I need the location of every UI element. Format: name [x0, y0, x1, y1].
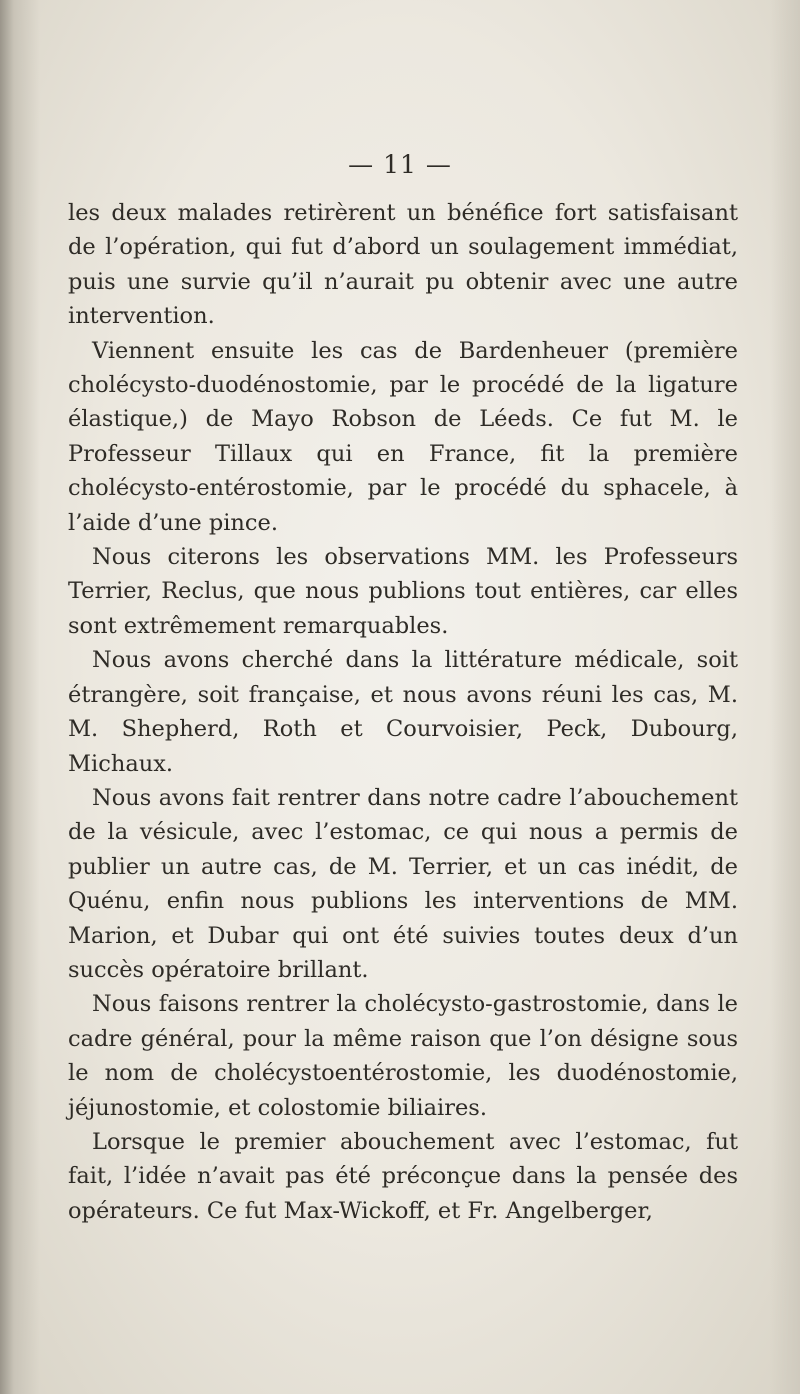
paragraph-4: Nous avons cherché dans la littérature médicale, soit étrangère, soit française, et nous avons réuni les cas, M. M. Shepherd, Roth et Courvoisier, Peck, Dubourg, Michaux. [68, 647, 738, 777]
paragraph-5: Nous avons fait rentrer dans notre cadre l’abouchement de la vésicule, avec l’estomac, ce qui nous a permis de publier un autre cas, de M. Terrier, et un cas inédit, de Quénu, enfin nous publions les interventions de MM. Marion, et Dubar qui ont été suivies toutes deux d’un succès opératoire brillant. [68, 784, 738, 983]
paragraph-7: Lorsque le premier abouchement avec l’estomac, fut fait, l’idée n’avait pas été préconçue dans la pensée des opérateurs. Ce fut Max-Wickoff, et Fr. Angelberger, [68, 1128, 738, 1224]
page-edge-shadow [770, 0, 800, 1394]
paragraph-1: les deux malades retirèrent un bénéfice fort satisfaisant de l’opération, qui fut d’abord un soulagement immédiat, puis une survie qu’il n’aurait pu obtenir avec une autre intervention. [68, 200, 738, 330]
paragraph-6: Nous faisons rentrer la cholécysto-gastrostomie, dans le cadre général, pour la même raison que l’on désigne sous le nom de cholécystoentérostomie, les duodénostomie, jéjunostomie, et colostomie biliaires. [68, 991, 738, 1121]
paragraph-2: Viennent ensuite les cas de Bardenheuer (première cholécysto-duodénostomie, par le procédé de la ligature élastique,) de Mayo Robson de Léeds. Ce fut M. le Professeur Tillaux qui en France, fit la première cholécysto-entérostomie, par le procédé du sphacele, à l’aide d’une pince. [68, 337, 738, 536]
body-text [68, 196, 738, 1228]
page-number: — 11 — [348, 150, 452, 179]
page-gutter-shadow [0, 0, 40, 1394]
paragraph-3: Nous citerons les observations MM. les Professeurs Terrier, Reclus, que nous publions tout entières, car elles sont extrêmement remarquables. [68, 544, 738, 639]
